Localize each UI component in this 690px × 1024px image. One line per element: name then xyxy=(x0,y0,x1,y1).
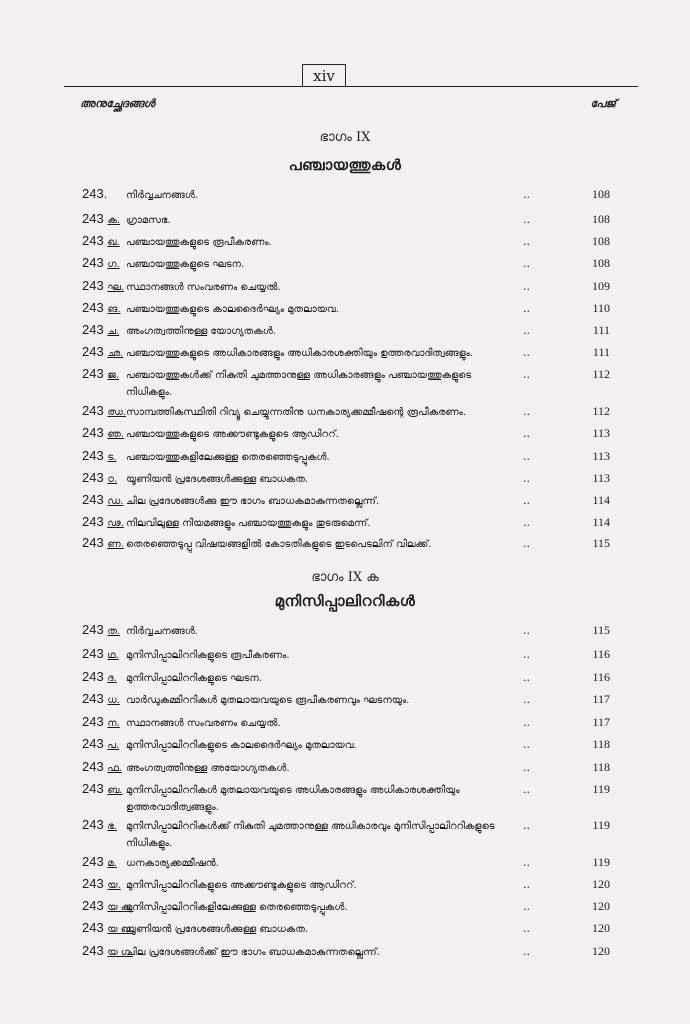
article-number-base: 243 xyxy=(82,425,104,440)
dot-leader: .. xyxy=(523,738,530,751)
page-ref: 108 xyxy=(592,187,610,201)
dot-leader: .. xyxy=(523,494,530,507)
article-number-suffix: യ ക. xyxy=(107,902,134,913)
article-number-base: 243 xyxy=(82,211,104,226)
article-number-suffix: ത. xyxy=(107,626,121,637)
article-number-base: 243 xyxy=(82,514,104,529)
page-ref: 115 xyxy=(592,623,610,637)
article-number-suffix: ക. xyxy=(107,215,121,226)
article-number xyxy=(82,714,120,732)
article-title: മുനിസിപ്പാലിററികളിലേക്കുള്ള തെരഞ്ഞെടുപ്പുകൾ. xyxy=(126,902,348,913)
page-ref: 112 xyxy=(592,367,610,381)
article-number-suffix: ഗ. xyxy=(107,259,120,270)
page-ref: 120 xyxy=(592,921,610,935)
dot-leader: .. xyxy=(523,693,530,706)
page-ref: 109 xyxy=(592,279,610,293)
article-number-suffix: ണ. xyxy=(107,539,124,550)
article-title: മുനിസിപ്പാലിററികളുടെ കാലദൈർഘ്യം മുതലായവ. xyxy=(126,740,357,751)
article-title: മുനിസിപ്പാലിററികളുടെ അക്കൗണ്ടുകളുടെ ആഡിററ്. xyxy=(126,880,357,891)
article-number-base: 243 xyxy=(82,403,104,418)
dot-leader: .. xyxy=(523,346,530,359)
dot-leader: .. xyxy=(523,280,530,293)
article-title: പഞ്ചായത്തുകൾക്ക് നികുതി ചുമത്താനുള്ള അധികാരങ്ങളും പഞ്ചായത്തുകളുടെ നിധികളും. xyxy=(126,370,472,398)
article-title: മുനിസിപ്പാലിററികളുടെ ഘടന. xyxy=(126,673,262,684)
article-number-base: 243 xyxy=(82,622,104,637)
article-number xyxy=(82,300,121,318)
article-title: പഞ്ചായത്തുകളിലേക്കുള്ള തെരഞ്ഞെടുപ്പുകൾ. xyxy=(126,452,330,463)
article-number-base: 243 xyxy=(82,854,104,869)
column-header-page: പേജ് xyxy=(590,97,616,110)
article-number-suffix: ഠ. xyxy=(107,474,118,485)
dot-leader: .. xyxy=(523,945,530,958)
dot-leader: .. xyxy=(523,900,530,913)
page-ref: 112 xyxy=(592,404,610,418)
article-number xyxy=(82,854,117,872)
page-ref: 120 xyxy=(592,877,610,891)
article-title: ഗ്രാമസഭ. xyxy=(126,215,171,226)
article-number-base: 243. xyxy=(82,186,108,201)
article-title: ചില പ്രദേശങ്ങൾക്കു ഈ ഭാഗം ബാധകമാകുന്നതല്ലെന്ന്. xyxy=(126,496,380,507)
page-ref: 113 xyxy=(592,449,610,463)
article-title: പഞ്ചായത്തുകളുടെ കാലദൈർഘ്യം മുതലായവ. xyxy=(126,304,339,315)
dot-leader: .. xyxy=(523,878,530,891)
dot-leader: .. xyxy=(523,235,530,248)
article-number xyxy=(82,425,124,443)
article-number-base: 243 xyxy=(82,714,104,729)
dot-leader: .. xyxy=(523,856,530,869)
article-number xyxy=(82,535,124,553)
dot-leader: .. xyxy=(523,324,530,337)
article-number-suffix: യ ഖ. xyxy=(107,924,134,935)
article-title: മുനിസിപ്പാലിററികൾക്ക് നികുതി ചുമത്താനുള്ള അധികാരവും മുനിസിപ്പാലിററികളുടെ നിധികളും. xyxy=(126,821,495,849)
article-number-suffix: ന. xyxy=(107,718,120,729)
article-number xyxy=(82,691,120,709)
dot-leader: .. xyxy=(523,257,530,270)
dot-leader: .. xyxy=(523,302,530,315)
article-title: വാർഡുകമ്മിററികൾ മുതലായവയുടെ രൂപീകരണവും ഘടനയും. xyxy=(126,695,410,706)
page-ref: 108 xyxy=(592,212,610,226)
article-title: സാമ്പത്തികസ്ഥിതി റിവ്യൂ ചെയ്യുന്നതിനു ധനകാര്യക്കമ്മീഷന്റെ രൂപീകരണം. xyxy=(126,407,467,418)
dot-leader: .. xyxy=(523,213,530,226)
article-number xyxy=(82,233,120,251)
article-number xyxy=(82,211,120,229)
article-number-base: 243 xyxy=(82,669,104,684)
article-number-base: 243 xyxy=(82,344,104,359)
article-number xyxy=(82,669,117,687)
dot-leader: .. xyxy=(523,188,530,201)
page-ref: 120 xyxy=(592,944,610,958)
article-title: സ്ഥാനങ്ങൾ സംവരണം ചെയ്യൽ. xyxy=(126,718,281,729)
article-number-base: 243 xyxy=(82,300,104,315)
article-title: ധനകാര്യക്കമ്മീഷൻ. xyxy=(126,858,219,869)
dot-leader: .. xyxy=(523,472,530,485)
article-number xyxy=(82,366,119,384)
page-ref: 118 xyxy=(592,737,610,751)
page-ref: 111 xyxy=(592,345,610,359)
part-ix-label: ഭാഗം IX xyxy=(319,130,371,145)
part-ixa-title: മുനിസിപ്പാലിററികൾ xyxy=(274,592,416,610)
page-ref: 111 xyxy=(592,323,610,337)
article-number-suffix: ങ. xyxy=(107,304,121,315)
article-title: മുനിസിപ്പാലിററികളുടെ രൂപീകരണം. xyxy=(126,650,290,661)
article-number xyxy=(82,448,116,466)
part-ix-title: പഞ്ചായത്തുകൾ xyxy=(288,156,402,174)
article-number xyxy=(82,817,117,835)
article-number-base: 243 xyxy=(82,781,104,796)
article-number-base: 243 xyxy=(82,876,104,891)
article-title: പഞ്ചായത്തുകളുടെ അക്കൗണ്ടുകളുടെ ആഡിററ്. xyxy=(126,429,339,440)
column-header-articles: അനുച്ഛേദങ്ങൾ xyxy=(80,97,155,110)
article-number xyxy=(82,492,123,510)
article-number xyxy=(82,646,119,664)
dot-leader: .. xyxy=(523,671,530,684)
article-title: സ്ഥാനങ്ങൾ സംവരണം ചെയ്യൽ. xyxy=(126,282,281,293)
page-ref: 119 xyxy=(592,855,610,869)
article-number xyxy=(82,186,107,204)
article-number-base: 243 xyxy=(82,920,104,935)
dot-leader: .. xyxy=(523,716,530,729)
dot-leader: .. xyxy=(523,450,530,463)
article-title: പഞ്ചായത്തുകളുടെ രൂപീകരണം. xyxy=(126,237,272,248)
article-number-base: 243 xyxy=(82,233,104,248)
article-number-suffix: ഖ. xyxy=(107,237,120,248)
article-title: തെരഞ്ഞെടുപ്പു വിഷയങ്ങളിൽ കോടതികളുടെ ഇടപെടലിന് വിലക്ക്. xyxy=(126,539,432,550)
page-ref: 118 xyxy=(592,760,610,774)
dot-leader: .. xyxy=(523,405,530,418)
dot-leader: .. xyxy=(523,783,530,796)
page-ref: 115 xyxy=(592,536,610,550)
dot-leader: .. xyxy=(523,427,530,440)
article-title: നിർവ്വചനങ്ങൾ. xyxy=(126,626,198,637)
article-title: മുനിസിപ്പാലിററികൾ മുതലായവയുടെ അധികാരങ്ങളും അധികാരശക്തിയും ഉത്തരവാദിത്വങ്ങളും. xyxy=(126,785,460,813)
page-ref: 116 xyxy=(592,647,610,661)
page-number: xiv xyxy=(302,64,346,87)
article-number xyxy=(82,736,119,754)
article-title: യൂണിയൻ പ്രദേശങ്ങൾക്കുള്ള ബാധകത. xyxy=(126,474,309,485)
article-number-base: 243 xyxy=(82,255,104,270)
header-rule xyxy=(64,86,638,87)
article-number-base: 243 xyxy=(82,278,104,293)
article-number xyxy=(82,278,124,296)
article-title: നിലവിലുള്ള നിയമങ്ങളും പഞ്ചായത്തുകളും തുടരുമെന്ന്. xyxy=(126,518,371,529)
article-number-suffix: ഛ. xyxy=(107,348,124,359)
page-ref: 116 xyxy=(592,670,610,684)
article-number-suffix: ഡ. xyxy=(107,496,124,507)
page-ref: 117 xyxy=(592,715,610,729)
article-number-base: 243 xyxy=(82,736,104,751)
page-ref: 114 xyxy=(592,493,610,507)
article-number xyxy=(82,344,123,362)
article-number-suffix: ഭ. xyxy=(107,821,117,832)
article-number-base: 243 xyxy=(82,759,104,774)
article-title: അംഗത്വത്തിനുള്ള യോഗ്യതകൾ. xyxy=(126,326,276,337)
article-number-base: 243 xyxy=(82,646,104,661)
page-ref: 113 xyxy=(592,426,610,440)
article-number-suffix: ബ. xyxy=(107,785,123,796)
article-number xyxy=(82,876,121,894)
dot-leader: .. xyxy=(523,648,530,661)
page-ref: 108 xyxy=(592,234,610,248)
part-ixa-label: ഭാഗം IX ക xyxy=(311,570,379,585)
dot-leader: .. xyxy=(523,368,530,381)
article-number-suffix: ഥ. xyxy=(107,650,119,661)
article-number-base: 243 xyxy=(82,492,104,507)
article-number xyxy=(82,322,119,340)
page-ref: 108 xyxy=(592,256,610,270)
page-ref: 114 xyxy=(592,515,610,529)
article-number-suffix: ഢ. xyxy=(107,518,124,529)
article-number-suffix: ഘ. xyxy=(107,282,124,293)
article-number-base: 243 xyxy=(82,535,104,550)
article-number-base: 243 xyxy=(82,448,104,463)
article-title: ചില പ്രദേശങ്ങൾക്ക് ഈ ഭാഗം ബാധകമാകുന്നതല്ലെന്ന്. xyxy=(126,947,380,958)
article-number-suffix: പ. xyxy=(107,740,120,751)
dot-leader: .. xyxy=(523,761,530,774)
article-title: നിർവ്വചനങ്ങൾ. xyxy=(126,190,198,201)
article-number-base: 243 xyxy=(82,322,104,337)
article-number xyxy=(82,470,117,488)
article-number-suffix: മ. xyxy=(107,858,117,869)
article-number xyxy=(82,514,124,532)
article-number-suffix: ഝ. xyxy=(107,407,126,418)
page-ref: 113 xyxy=(592,471,610,485)
article-number xyxy=(82,759,122,777)
article-number-base: 243 xyxy=(82,817,104,832)
article-number-base: 243 xyxy=(82,898,104,913)
article-number-suffix: ച. xyxy=(107,326,120,337)
page-ref: 117 xyxy=(592,692,610,706)
article-number xyxy=(82,255,120,273)
article-number-base: 243 xyxy=(82,470,104,485)
dot-leader: .. xyxy=(523,922,530,935)
article-title: പഞ്ചായത്തുകളുടെ ഘടന. xyxy=(126,259,245,270)
article-number-suffix: ജ. xyxy=(107,370,119,381)
dot-leader: .. xyxy=(523,624,530,637)
article-number-suffix: യ. xyxy=(107,880,121,891)
article-number-base: 243 xyxy=(82,943,104,958)
article-title: അംഗത്വത്തിനുള്ള അയോഗ്യതകൾ. xyxy=(126,763,290,774)
article-number-base: 243 xyxy=(82,366,104,381)
article-number xyxy=(82,781,123,799)
article-number-suffix: ദ. xyxy=(107,673,117,684)
page-ref: 110 xyxy=(592,301,610,315)
article-number-suffix: ഫ. xyxy=(107,763,122,774)
dot-leader: .. xyxy=(523,537,530,550)
page-ref: 119 xyxy=(592,818,610,832)
article-title: പഞ്ചായത്തുകളുടെ അധികാരങ്ങളും അധികാരശക്തിയും ഉത്തരവാദിത്വങ്ങളും. xyxy=(126,348,474,359)
article-title: യൂണിയൻ പ്രദേശങ്ങൾക്കുള്ള ബാധകത. xyxy=(126,924,309,935)
article-number-suffix: ഞ. xyxy=(107,429,124,440)
page-ref: 119 xyxy=(592,782,610,796)
article-number xyxy=(82,622,120,640)
dot-leader: .. xyxy=(523,516,530,529)
article-number-suffix: ട. xyxy=(107,452,117,463)
article-number xyxy=(82,403,126,421)
page-ref: 120 xyxy=(592,899,610,913)
article-number-suffix: ധ. xyxy=(107,695,120,706)
dot-leader: .. xyxy=(523,819,530,832)
article-number-base: 243 xyxy=(82,691,104,706)
article-number-suffix: യ ഗ. xyxy=(107,947,134,958)
